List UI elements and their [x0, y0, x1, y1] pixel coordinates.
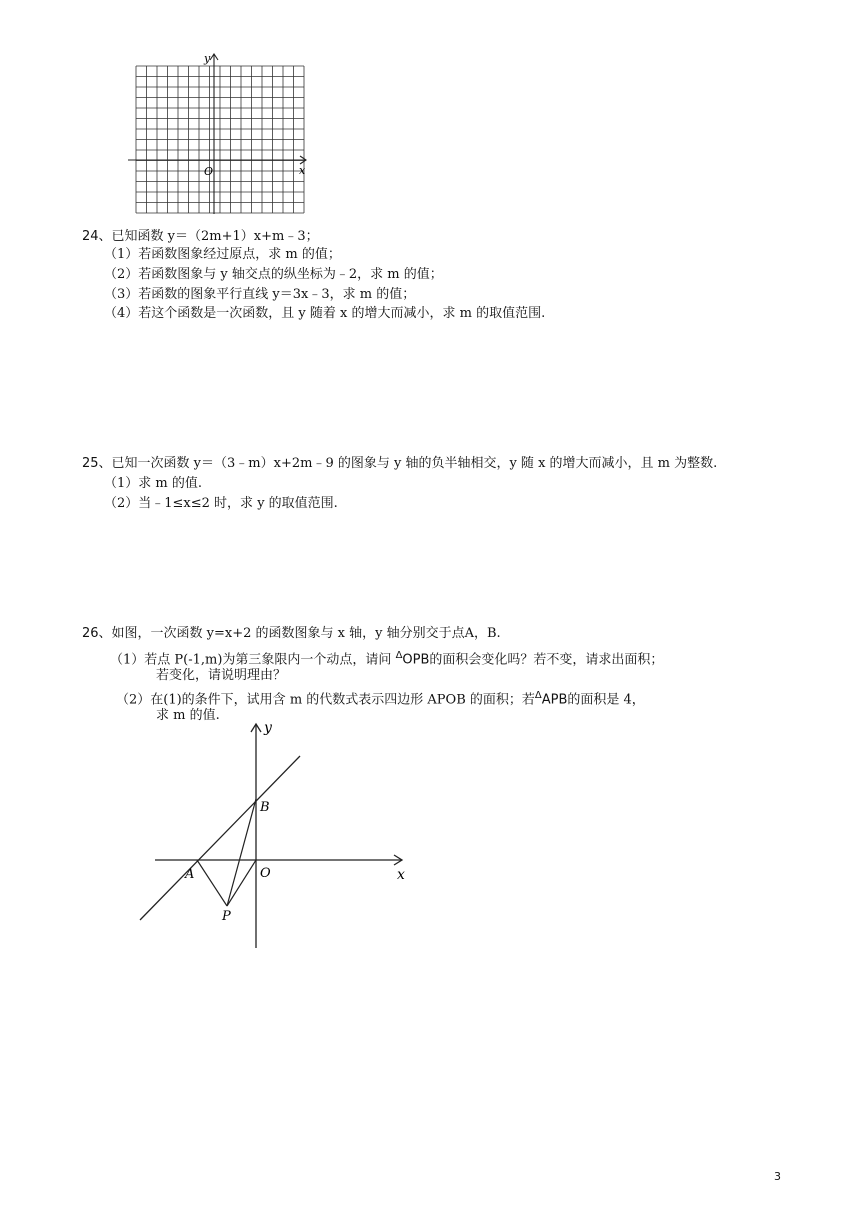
q26-item-2-text: （2）在(1)的条件下，试用含 m 的代数式表示四边形 APOB 的面积；若: [116, 692, 535, 708]
q25-stem-text: 已知一次函数 y＝（3﹣m）x+2m﹣9 的图象与 y 轴的负半轴相交，y 随 x 的增大而减小，且 m 为整数.: [111, 456, 718, 471]
x-axis: [155, 855, 402, 865]
q26-item-2-text-end: 的面积是 4，: [567, 692, 645, 708]
q26-number: 26、: [82, 626, 112, 641]
q24-item-2: （2）若函数图象与 y 轴交点的纵坐标为﹣2，求 m 的值；: [104, 267, 443, 282]
x-axis: [128, 156, 306, 164]
page-number: 3: [774, 1170, 781, 1183]
q26-stem-text: 如图，一次函数 y=x+2 的函数图象与 x 轴，y 轴分别交于点A，B.: [111, 626, 501, 641]
grid-lines: [136, 66, 304, 213]
segment-po: [227, 860, 256, 906]
q24-item-4: （4）若这个函数是一次函数，且 y 随着 x 的增大而减小，求 m 的取值范围.: [104, 306, 546, 321]
y-axis: [210, 54, 218, 214]
q26-item-2-line-1: [116, 688, 645, 708]
grid-origin-label: O: [204, 165, 214, 178]
q26-item-1-line-1: [110, 648, 663, 668]
q25-item-2: （2）当﹣1≤x≤2 时，求 y 的取值范围.: [104, 496, 338, 511]
q26-stem: [82, 626, 501, 642]
q26-item-1-text-end: 的面积会变化吗？若不变，请求出面积；: [429, 652, 664, 668]
point-o-label: O: [260, 866, 271, 881]
q24-number: 24、: [82, 229, 112, 244]
segment-ap: [197, 860, 227, 906]
q24-stem-text: 已知函数 y＝（2m+1）x+m﹣3；: [111, 229, 319, 244]
q26-figure: [130, 718, 420, 953]
q25-number: 25、: [82, 456, 112, 471]
fig26-x-label: x: [397, 867, 405, 883]
q24-item-3: （3）若函数的图象平行直线 y＝3x﹣3，求 m 的值；: [104, 287, 416, 302]
coordinate-grid-figure: [120, 48, 320, 220]
grid-y-label: y: [204, 52, 211, 65]
point-a-label: A: [185, 867, 195, 882]
delta-symbol-2: Δ: [534, 690, 542, 701]
grid-x-label: x: [299, 164, 306, 177]
q25-stem: [82, 456, 717, 472]
q26-item-1-text: （1）若点 P(-1,m)为第三象限内一个动点，请问: [110, 652, 396, 668]
q24-stem: [82, 229, 319, 245]
y-axis: [251, 724, 261, 948]
q24-item-1: （1）若函数图象经过原点，求 m 的值；: [104, 247, 341, 262]
fig26-y-label: y: [264, 720, 272, 736]
delta-symbol-1: Δ: [395, 650, 403, 661]
triangle-apb-label: APB: [541, 692, 568, 708]
q26-item-1-line-2: 若变化，请说明理由？: [156, 668, 287, 683]
q26-item-2-line-2: 求 m 的值.: [156, 708, 220, 723]
q25-item-1: （1）求 m 的值.: [104, 476, 202, 491]
point-p-label: P: [222, 909, 231, 924]
point-b-label: B: [260, 800, 270, 815]
triangle-opb-label: OPB: [402, 652, 430, 668]
